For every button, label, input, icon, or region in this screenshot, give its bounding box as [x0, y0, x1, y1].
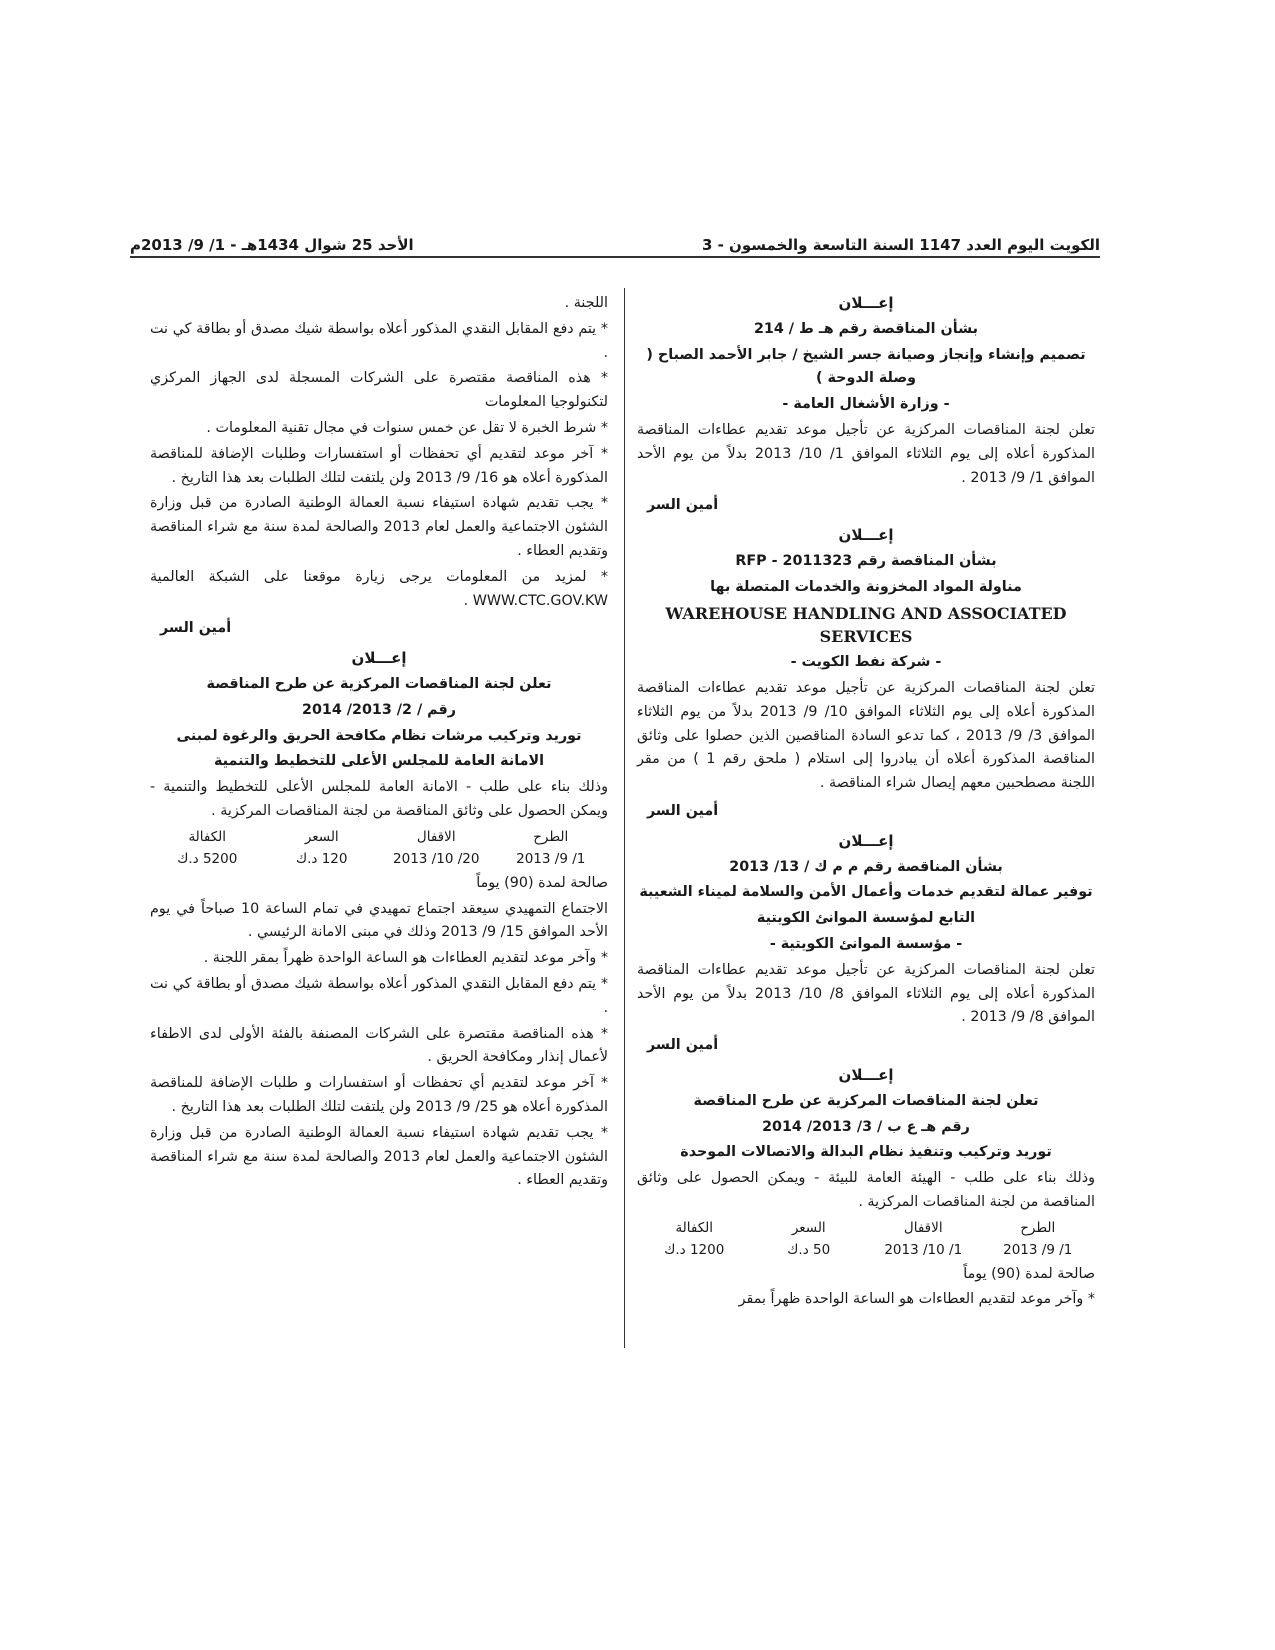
- table-cell: 5200 د.ك: [177, 850, 238, 867]
- tender-description: توريد وتركيب مرشات نظام مكافحة الحريق والرغوة لمبنى: [176, 727, 582, 744]
- tender-description-english: WAREHOUSE HANDLING AND ASSOCIATED SERVICES: [665, 603, 1067, 647]
- announcement-2: [637, 524, 1095, 824]
- table-cell: 20/ 10/ 2013: [393, 850, 480, 867]
- header-issue-info: الكويت اليوم العدد 1147 السنة التاسعة والخمسون - 3: [701, 236, 1100, 254]
- validity-note: صالحة لمدة (90) يوماً: [963, 1265, 1095, 1282]
- announcement-title: إعـــلان: [838, 1065, 894, 1084]
- header-date: الأحد 25 شوال 1434هـ - 1/ 9/ 2013م: [130, 236, 414, 254]
- tender-description-2: الامانة العامة للمجلس الأعلى للتخطيط والتنمية: [213, 753, 544, 770]
- announcement-body: تعلن لجنة المناقصات المركزية عن تأجيل موعد تقديم عطاءات المناقصة المذكورة أعلاه إلى يوم الثلاثاء الموافق 1/ 10/ 2013 بدلاً من يوم الأحد الموافق 1/ 9/ 2013 .: [637, 421, 1095, 486]
- table-cell: 1/ 9/ 2013: [1003, 1241, 1073, 1258]
- bullet-item: * هذه المناقصة مقتصرة على الشركات المسجلة لدى الجهاز المركزي لتكنولوجيا المعلومات: [150, 370, 608, 411]
- table-cell: 1/ 9/ 2013: [516, 850, 586, 867]
- announcement-5: [150, 647, 608, 1193]
- continued-text: اللجنة .: [564, 295, 608, 311]
- tender-description-2: التابع لمؤسسة الموانئ الكويتية: [756, 910, 976, 927]
- tender-subject: تعلن لجنة المناقصات المركزية عن طرح المناقصة: [206, 675, 552, 692]
- table-cell: 1/ 10/ 2013: [884, 1241, 963, 1258]
- table-header: الطرح: [533, 828, 569, 845]
- table-header: الكفالة: [188, 828, 227, 845]
- table-header: الاقفال: [903, 1219, 943, 1236]
- tender-number: بشأن المناقصة رقم هـ ط / 214: [753, 320, 979, 337]
- announcement-title: إعـــلان: [351, 649, 407, 668]
- announcement-body: وذلك بناء على طلب - الهيئة العامة للبيئة - ويمكن الحصول على وثائق المناقصة من لجنة المناقصات المركزية .: [637, 1170, 1095, 1210]
- bullet-item: * هذه المناقصة مقتصرة على الشركات المصنفة بالفئة الأولى لدى الاطفاء لأعمال إنذار ومكافحة الحريق .: [150, 1025, 608, 1066]
- bullet-item: * آخر موعد لتقديم أي تحفظات أو استفسارات وطلبات الإضافة للمناقصة المذكورة أعلاه هو 16/ 9/ 2013 ولن يلتفت لتلك الطلبات بعد هذا التاريخ .: [150, 445, 608, 486]
- tender-schedule-table: [150, 826, 608, 870]
- tender-description: توفير عمالة لتقديم خدمات وأعمال الأمن والسلامة لميناء الشعيبة: [639, 884, 1093, 901]
- bullet-item: * وآخر موعد لتقديم العطاءات هو الساعة الواحدة ظهراً بمقر اللجنة .: [203, 950, 608, 967]
- bullet-item: * يجب تقديم شهادة استيفاء نسبة العمالة الوطنية الصادرة من قبل وزارة الشئون الاجتماعية والعمل لعام 2013 والصالحة لمدة سنة مع شراء المناقصة وتقديم العطاء .: [150, 495, 608, 559]
- announcement-4: [637, 1064, 1095, 1312]
- announcement-title: إعـــلان: [838, 831, 894, 850]
- bullet-item: * يتم دفع المقابل النقدي المذكور أعلاه بواسطة شيك مصدق أو بطاقة كي نت .: [150, 320, 608, 361]
- deadline-note: * وآخر موعد لتقديم العطاءات هو الساعة الواحدة ظهراً بمقر: [738, 1291, 1095, 1308]
- signature: أمين السر: [160, 620, 232, 637]
- announcement-1: [637, 292, 1095, 518]
- tender-subject: تعلن لجنة المناقصات المركزية عن طرح المناقصة: [693, 1092, 1039, 1109]
- table-header: السعر: [304, 828, 339, 845]
- issuing-agency: - مؤسسة الموانئ الكويتية -: [769, 935, 963, 952]
- bullet-item: * لمزيد من المعلومات يرجى زيارة موقعنا على الشبكة العالمية WWW.CTC.GOV.KW .: [150, 568, 608, 609]
- tender-schedule-table: [637, 1217, 1095, 1261]
- validity-note: صالحة لمدة (90) يوماً: [476, 874, 608, 891]
- announcement-3: [637, 830, 1095, 1058]
- table-cell: 50 د.ك: [787, 1241, 831, 1258]
- pre-bid-meeting: الاجتماع التمهيدي سيعقد اجتماع تمهيدي في تمام الساعة 10 صباحاً في يوم الأحد الموافق 15/ 9/ 2013 وذلك في مبنى الامانة الرئيسي .: [150, 900, 608, 941]
- signature: أمين السر: [647, 1037, 719, 1054]
- table-cell: 120 د.ك: [295, 850, 348, 867]
- tender-number: بشأن المناقصة رقم م م ك / 13/ 2013: [729, 858, 1003, 875]
- announcement-body: وذلك بناء على طلب - الامانة العامة للمجلس الأعلى للتخطيط والتنمية - ويمكن الحصول على وثائق المناقصة من لجنة المناقصات المركزية .: [150, 779, 608, 819]
- signature: أمين السر: [647, 497, 719, 514]
- tender-number: بشأن المناقصة رقم RFP - 2011323: [735, 552, 997, 569]
- tender-description: مناولة المواد المخزونة والخدمات المتصلة بها: [710, 578, 1022, 595]
- bullet-item: * آخر موعد لتقديم أي تحفظات أو استفسارات و طلبات الإضافة للمناقصة المذكورة أعلاه هو 25/ 9/ 2013 ولن يلتفت لتلك الطلبات بعد هذا التاريخ .: [150, 1075, 608, 1115]
- tender-description: توريد وتركيب وتنفيذ نظام البدالة والاتصالات الموحدة: [680, 1144, 1052, 1161]
- announcement-title: إعـــلان: [838, 526, 894, 545]
- announcement-body: تعلن لجنة المناقصات المركزية عن تأجيل موعد تقديم عطاءات المناقصة المذكورة أعلاه إلى يوم الثلاثاء الموافق 8/ 10/ 2013 بدلاً من يوم الأحد الموافق 8/ 9/ 2013 .: [637, 961, 1095, 1026]
- page-header: [130, 220, 1100, 258]
- issuing-agency: - وزارة الأشغال العامة -: [782, 396, 950, 413]
- tender-description: تصميم وإنشاء وإنجاز وصيانة جسر الشيخ / جابر الأحمد الصباح ( وصلة الدوحة ): [646, 346, 1086, 387]
- bullet-item: * يجب تقديم شهادة استيفاء نسبة العمالة الوطنية الصادرة من قبل وزارة الشئون الاجتماعية والعمل لعام 2013 والصالحة لمدة سنة مع شراء المناقصة وتقديم العطاء .: [150, 1124, 608, 1189]
- tender-number: رقم / 2/ 2013/ 2014: [302, 701, 456, 718]
- bullet-item: * يتم دفع المقابل النقدي المذكور أعلاه بواسطة شيك مصدق أو بطاقة كي نت .: [150, 975, 608, 1016]
- announcement-title: إعـــلان: [838, 294, 894, 312]
- table-header: السعر: [791, 1219, 826, 1236]
- issuing-agency: - شركة نفط الكويت -: [790, 654, 942, 671]
- table-header: الاقفال: [416, 828, 456, 845]
- signature: أمين السر: [647, 802, 719, 819]
- bullet-item: * شرط الخبرة لا تقل عن خمس سنوات في مجال تقنية المعلومات .: [206, 419, 608, 436]
- announcement-body: تعلن لجنة المناقصات المركزية عن تأجيل موعد تقديم عطاءات المناقصة المذكورة أعلاه إلى يوم الثلاثاء الموافق 10/ 9/ 2013 بدلاً من يوم الثلاثاء الموافق 3/ 9/ 2013 ، كما تدعو السادة المناقصين الذين حصلوا على وثائق المناقصة المذكورة أعلاه أن يبادروا إلى استلام ( ملحق رقم 1 ) من مقر اللجنة مصطحبين معهم إيصال شراء المناقصة .: [637, 679, 1095, 792]
- table-header: الطرح: [1020, 1219, 1056, 1236]
- left-column: [150, 292, 608, 1195]
- table-cell: 1200 د.ك: [664, 1241, 725, 1258]
- tender-number: رقم هـ ع ب / 3/ 2013/ 2014: [762, 1118, 970, 1135]
- column-divider: [624, 288, 625, 1348]
- table-header: الكفالة: [675, 1219, 714, 1236]
- right-column: [637, 292, 1095, 1314]
